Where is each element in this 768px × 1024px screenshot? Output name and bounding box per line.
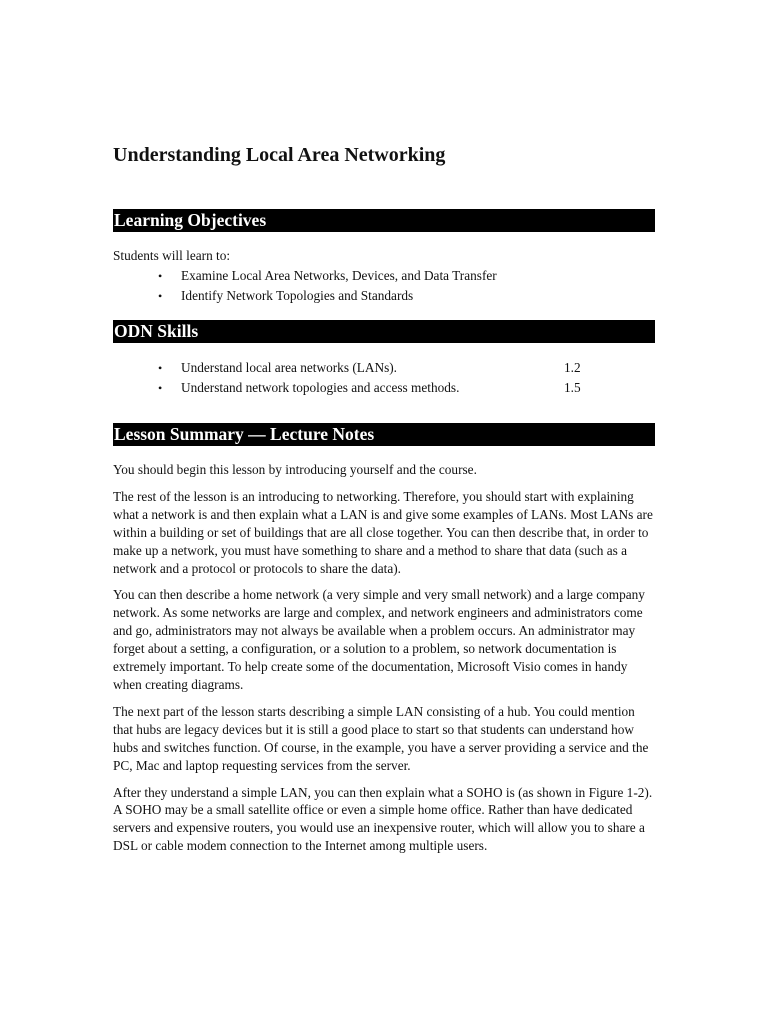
summary-paragraph: After they understand a simple LAN, you can then explain what a SOHO is (as shown in Figure 1-2). A SOHO may be a small satellite office or even a simple home office. Rather than have dedicated servers and expensive routers, you would use an inexpensive router, which will allow you to share a DSL or cable modem connection to the Internet among multiple users. [113,784,653,854]
skill-text: Understand local area networks (LANs). [181,360,397,375]
bullet-icon: • [158,269,163,283]
bullet-icon: • [158,289,163,303]
summary-paragraph: You should begin this lesson by introducing yourself and the course. [113,462,477,477]
objective-text: Examine Local Area Networks, Devices, and Data Transfer [181,268,497,283]
bullet-icon: • [158,381,163,395]
lesson-summary-body [113,461,655,864]
list-item [113,378,655,398]
odn-skills-heading: ODN Skills [113,320,655,343]
skill-text: Understand network topologies and access methods. [181,380,460,395]
list-item [113,286,655,306]
list-item [113,358,655,378]
lesson-summary-heading: Lesson Summary — Lecture Notes [113,423,655,446]
skill-code: 1.5 [564,380,581,395]
learning-objectives-heading: Learning Objectives [113,209,655,232]
summary-paragraph: You can then describe a home network (a very simple and very small network) and a large company network. As some networks are large and complex, and network engineers and administrators come and go, administrators may not always be available when a problem occurs. An administrator may forget about a setting, a configuration, or a solution to a problem, so network documentation is extremely important. To help create some of the documentation, Microsoft Visio comes in handy when creating diagrams. [113,587,645,692]
objective-text: Identify Network Topologies and Standards [181,288,414,303]
document-title: Understanding Local Area Networking [113,144,446,166]
learning-objectives-intro: Students will learn to: [113,248,231,263]
list-item [113,266,655,286]
learning-objectives-list [113,266,655,306]
skill-code: 1.2 [564,360,581,375]
summary-paragraph: The next part of the lesson starts describing a simple LAN consisting of a hub. You could mention that hubs are legacy devices but it is still a good place to start so that students can understand how hubs and switches function. Of course, in the example, you have a server providing a service and the PC, Mac and laptop requesting services from the server. [113,703,649,773]
summary-paragraph: The rest of the lesson is an introducing to networking. Therefore, you should start with explaining what a network is and then explain what a LAN is and give some examples of LANs. Most LANs are within a building or set of buildings that are all close together. You can then describe that, in order to make up a network, you must have something to share and a method to share that data (such as a network and a protocol or protocols to share the data). [113,488,653,576]
odn-skills-list [113,358,655,398]
bullet-icon: • [158,361,163,375]
